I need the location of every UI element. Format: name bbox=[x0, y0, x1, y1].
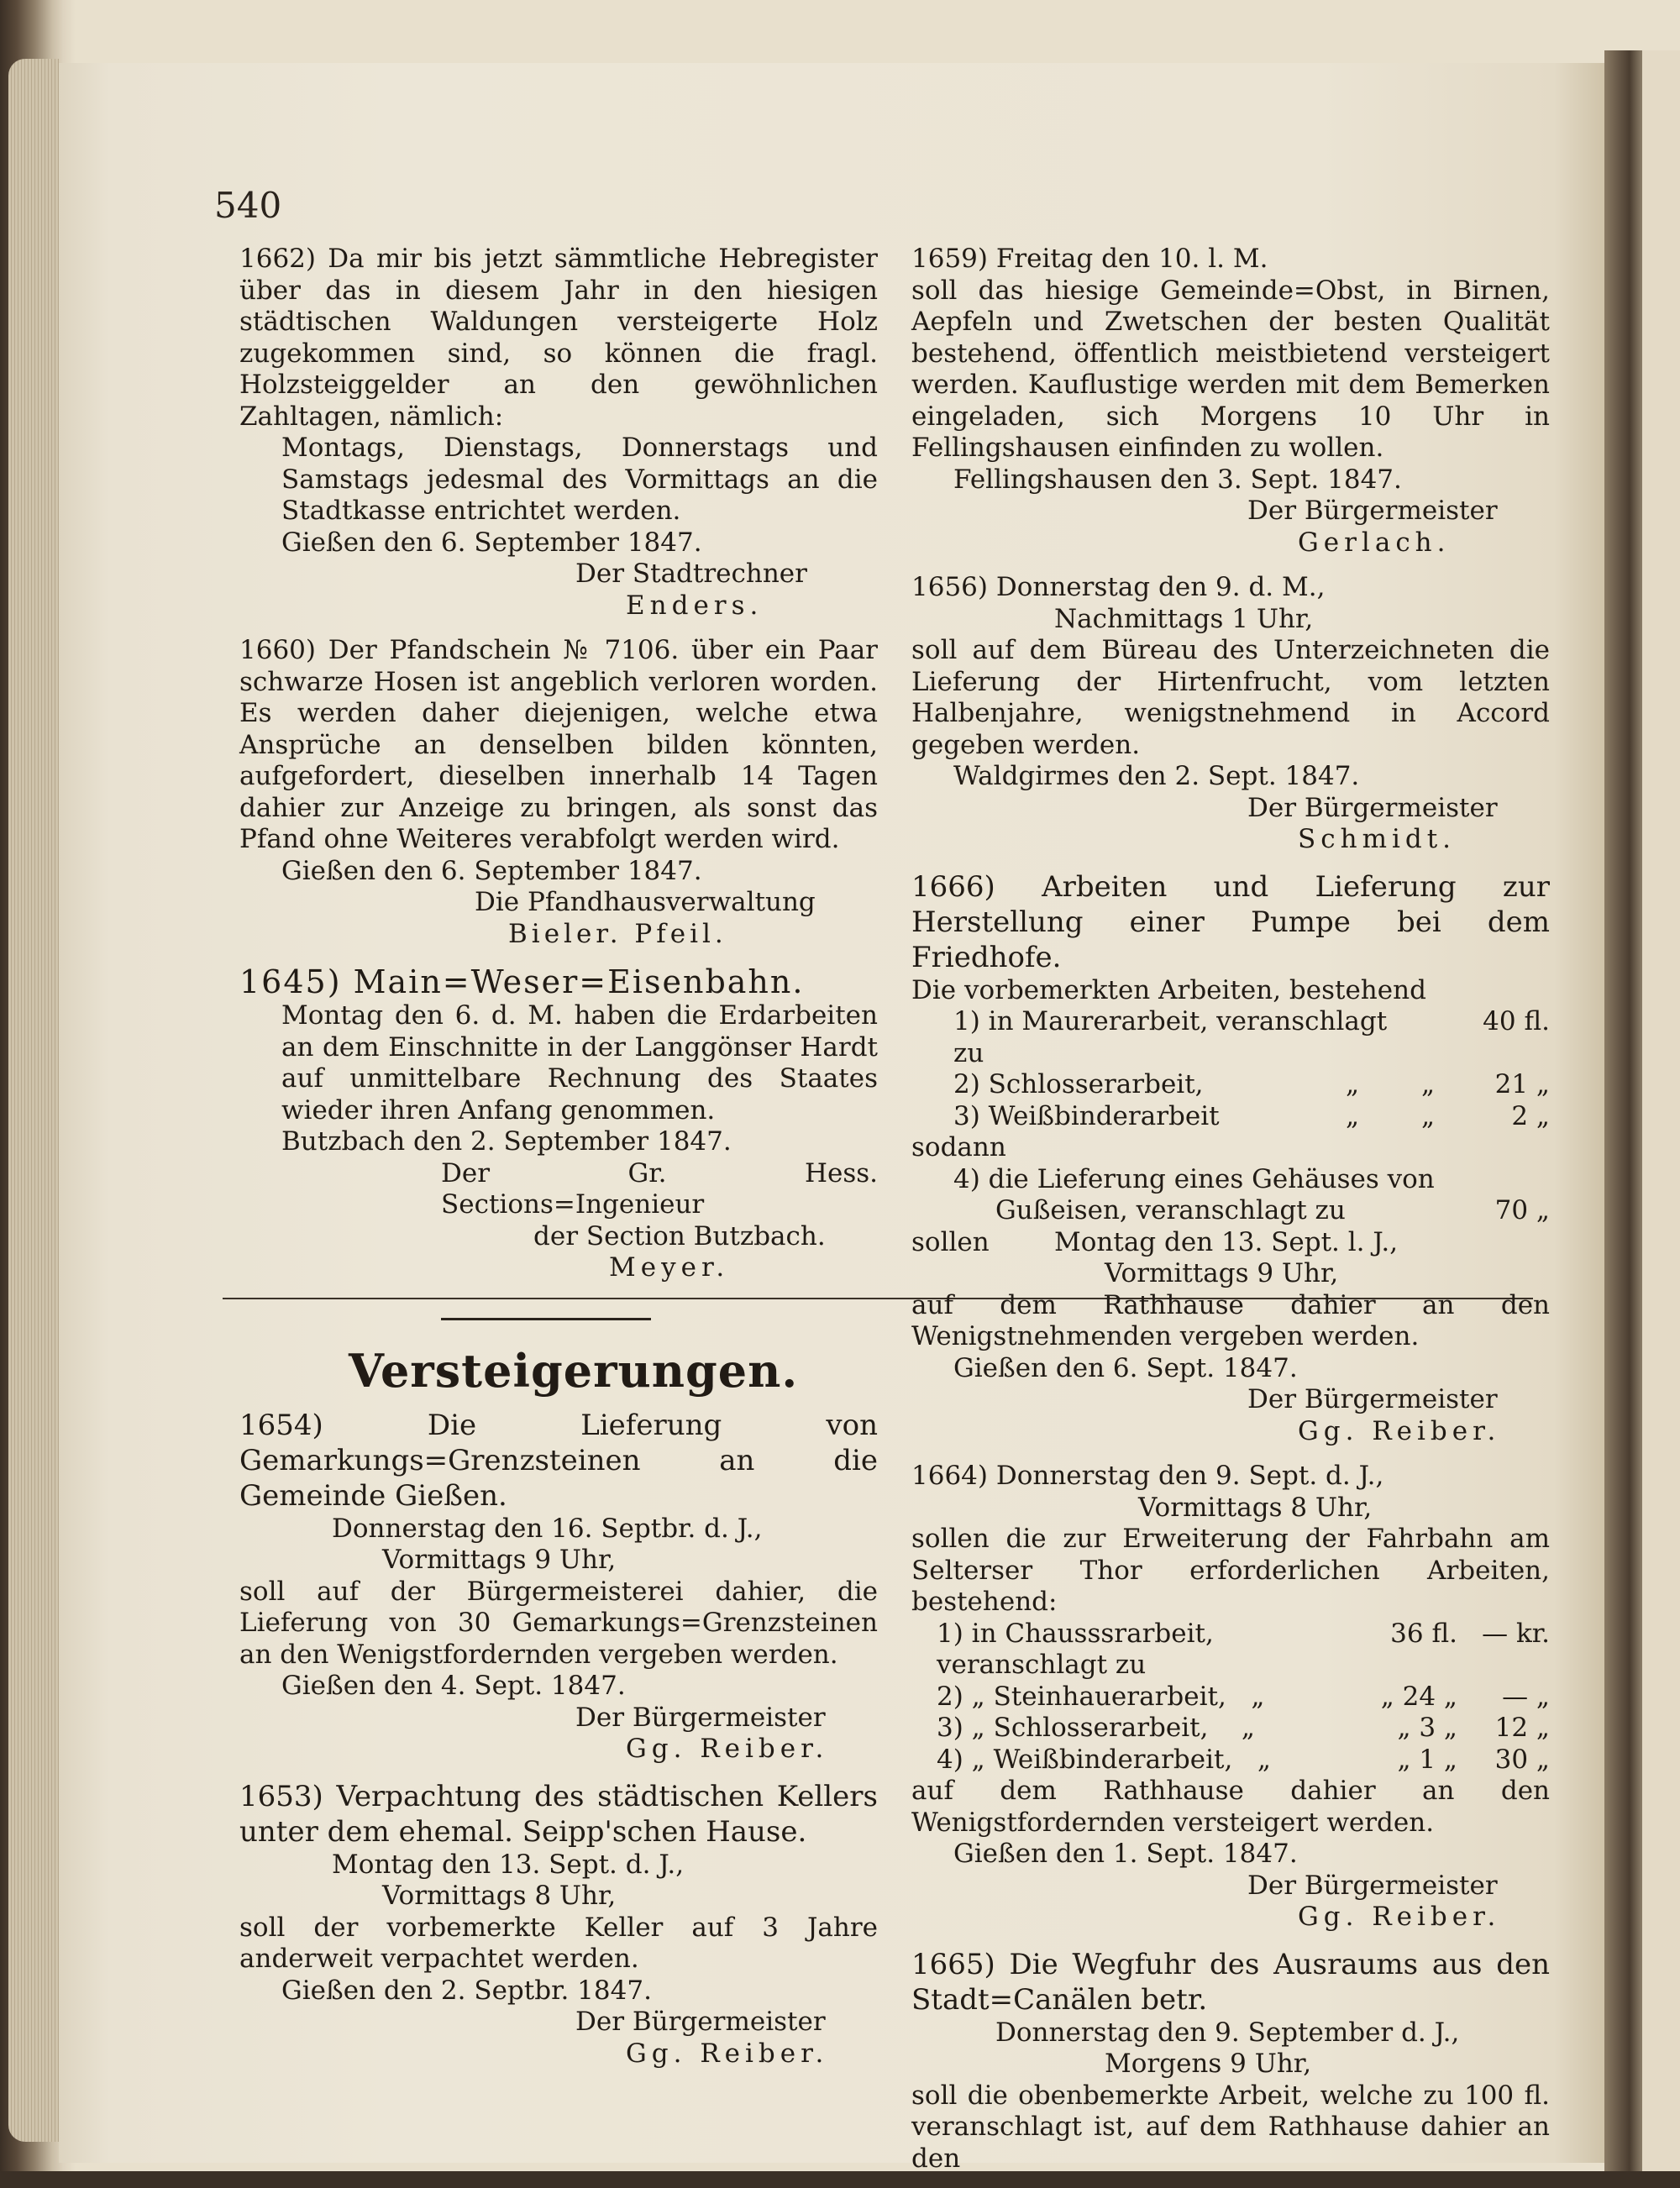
time-line: Vormittags 8 Uhr, bbox=[382, 1881, 617, 1911]
place-date: Gießen den 6. September 1847. bbox=[281, 855, 702, 886]
notice-text: Montag den 6. d. M. haben die Erdarbeiten an dem Einschnitte in der Langgönser Hardt auf unmittelbare Rechnung des Staates wieder ihren Anfang genommen. bbox=[281, 1000, 878, 1125]
signature-role: Der Bürgermeister bbox=[1247, 496, 1498, 526]
notice-1666 bbox=[911, 869, 1550, 1448]
notice-text: sollen die zur Erweiterung der Fahrbahn am Selterser Thor erforderlichen Arbeiten, bestehend: bbox=[911, 1524, 1550, 1617]
notice-1659 bbox=[911, 244, 1550, 559]
signature-role: Der Bürgermeister bbox=[1247, 1870, 1498, 1901]
notice-1665 bbox=[911, 1947, 1550, 2175]
list-item bbox=[953, 1069, 1550, 1101]
place-date: Gießen den 4. Sept. 1847. bbox=[281, 1671, 626, 1701]
notice-text: soll auf der Bürgermeisterei dahier, die Lieferung von 30 Gemarkungs=Grenzsteinen an den Wenigstfordernden vergeben werden. bbox=[239, 1576, 878, 1670]
signature-name: Gg. Reiber. bbox=[1298, 1415, 1501, 1446]
item-amount: 70 „ bbox=[1494, 1195, 1550, 1225]
signature-name: Bieler. Pfeil. bbox=[508, 918, 727, 949]
item-label: 1) in Maurerarbeit, veranschlagt zu bbox=[953, 1006, 1388, 1068]
item-4-line-1: 4) die Lieferung eines Gehäuses von bbox=[953, 1163, 1435, 1194]
signature-role: Der Bürgermeister bbox=[575, 2007, 826, 2037]
signature-name: Gg. Reiber. bbox=[626, 1734, 829, 1764]
list-item bbox=[937, 1619, 1550, 1682]
notice-text: soll das hiesige Gemeinde=Obst, in Birnen, Aepfeln und Zwetschen der besten Qualität bestehend, öffentlich meistbietend versteigert werden. Kauflustige werden mit dem Bemerken eingeladen, sich Morgens 10 Uhr in Fellingshausen einfinden zu wollen. bbox=[911, 275, 1550, 463]
page-number: 540 bbox=[214, 185, 282, 226]
item-label: 2) Schlosserarbeit, bbox=[953, 1069, 1204, 1099]
list-item bbox=[937, 1682, 1550, 1713]
item-kr: — kr. bbox=[1482, 1618, 1550, 1649]
list-item bbox=[911, 1227, 1550, 1259]
item-label: 2) „ Steinhauerarbeit, „ bbox=[937, 1681, 1265, 1712]
notice-text-2: Montags, Dienstags, Donnerstags und Samstags jedesmal des Vormittags an die Stadtkasse entrichtet werden. bbox=[281, 433, 878, 526]
item-amount: 2 „ bbox=[1511, 1100, 1550, 1131]
item-ditto: „ bbox=[1345, 1069, 1360, 1099]
notice-text-2: auf dem Rathhause dahier an den Wenigstfordernden versteigert werden. bbox=[911, 1776, 1550, 1838]
item-4-row bbox=[911, 1195, 1550, 1227]
item-label: Gußeisen, veranschlagt zu bbox=[995, 1195, 1346, 1225]
date-line: 1664) Donnerstag den 9. Sept. d. J., bbox=[911, 1461, 1384, 1491]
item-amount: 21 „ bbox=[1494, 1069, 1550, 1099]
signature-role: Der Stadtrechner bbox=[575, 559, 807, 589]
notice-1654 bbox=[239, 1408, 878, 1766]
signature-name: Gg. Reiber. bbox=[1298, 1902, 1501, 1932]
item-fl: „ 3 „ bbox=[1397, 1713, 1457, 1743]
signature-role: Der Gr. Hess. Sections=Ingenieur bbox=[441, 1157, 878, 1220]
time-line: Vormittags 9 Uhr, bbox=[1105, 1258, 1339, 1288]
then-line: sodann bbox=[911, 1132, 1006, 1162]
item-label: 4) „ Weißbinderarbeit, „ bbox=[937, 1744, 1271, 1775]
item-ditto: „ bbox=[1420, 1069, 1436, 1099]
items-list bbox=[911, 1006, 1550, 1132]
place-date: Gießen den 2. Septbr. 1847. bbox=[281, 1975, 652, 2006]
signature-name: Schmidt. bbox=[1298, 824, 1457, 854]
when-prefix: sollen bbox=[911, 1226, 990, 1257]
item-fl: 36 fl. bbox=[1390, 1618, 1457, 1649]
signature-name: Gg. Reiber. bbox=[626, 2038, 829, 2069]
signature-name: Gerlach. bbox=[1298, 527, 1451, 558]
left-column bbox=[239, 244, 878, 2083]
notice-1660 bbox=[239, 635, 878, 950]
place-date: Butzbach den 2. September 1847. bbox=[281, 1126, 732, 1157]
notice-heading: 1654) Die Lieferung von Gemarkungs=Grenzsteinen an die Gemeinde Gießen. bbox=[239, 1408, 878, 1513]
notice-text: soll auf dem Büreau des Unterzeichneten die Lieferung der Hirtenfrucht, vom letzten Halbenjahre, wenigstnehmend in Accord gegeben werden. bbox=[911, 635, 1550, 760]
notice-1662 bbox=[239, 244, 878, 622]
notice-intro: Die vorbemerkten Arbeiten, bestehend bbox=[911, 974, 1426, 1005]
place-date: Gießen den 1. Sept. 1847. bbox=[953, 1839, 1298, 1869]
notice-1656 bbox=[911, 572, 1550, 856]
signature-role-2: der Section Butzbach. bbox=[533, 1220, 826, 1251]
item-label: 1) in Chausssrarbeit, veranschlagt zu bbox=[937, 1618, 1214, 1680]
items-list bbox=[911, 1619, 1550, 1776]
notice-text: auf dem Rathhause dahier an den Wenigstnehmenden vergeben werden. bbox=[911, 1289, 1550, 1351]
notice-heading: 1666) Arbeiten und Lieferung zur Herstellung einer Pumpe bei dem Friedhofe. bbox=[911, 869, 1550, 974]
date-line: Donnerstag den 9. September d. J., bbox=[995, 2017, 1460, 2048]
signature-role: Der Bürgermeister bbox=[1247, 1384, 1498, 1414]
list-item bbox=[937, 1713, 1550, 1745]
notice-text: soll der vorbemerkte Keller auf 3 Jahre anderweit verpachtet werden. bbox=[239, 1912, 878, 1974]
signature-name: Enders. bbox=[626, 590, 764, 621]
notice-heading: 1645) Main=Weser=Eisenbahn. bbox=[239, 963, 805, 1000]
notice-heading: 1665) Die Wegfuhr des Ausraums aus den Stadt=Canälen betr. bbox=[911, 1947, 1550, 2017]
signature-role: Der Bürgermeister bbox=[575, 1702, 826, 1733]
section-title: Versteigerungen. bbox=[349, 1343, 799, 1398]
notice-1664 bbox=[911, 1461, 1550, 1934]
place-date: Gießen den 6. Sept. 1847. bbox=[953, 1352, 1298, 1383]
signature-name: Meyer. bbox=[609, 1252, 730, 1283]
date-line: Montag den 13. Sept. l. J., bbox=[1054, 1226, 1399, 1257]
time-line: Vormittags 9 Uhr, bbox=[382, 1545, 617, 1575]
notice-text: soll die obenbemerkte Arbeit, welche zu 100 fl. veranschlagt ist, auf dem Rathhause dahier an den bbox=[911, 2080, 1550, 2174]
date-line: Montag den 13. Sept. d. J., bbox=[332, 1849, 685, 1880]
item-ditto: „ bbox=[1420, 1100, 1436, 1131]
place-date: Fellingshausen den 3. Sept. 1847. bbox=[953, 464, 1402, 495]
item-kr: — „ bbox=[1502, 1681, 1550, 1712]
item-fl: „ 24 „ bbox=[1380, 1681, 1457, 1712]
time-line: Vormittags 8 Uhr, bbox=[1138, 1492, 1373, 1523]
signature-role: Der Bürgermeister bbox=[1247, 792, 1498, 823]
item-amount: 40 fl. bbox=[1483, 1006, 1550, 1036]
item-fl: „ 1 „ bbox=[1397, 1744, 1457, 1775]
item-kr: 12 „ bbox=[1494, 1713, 1550, 1743]
list-item bbox=[937, 1745, 1550, 1776]
date-line: 1656) Donnerstag den 9. d. M., bbox=[911, 572, 1326, 602]
list-item bbox=[953, 1101, 1550, 1133]
item-label: 3) „ Schlosserarbeit, „ bbox=[937, 1713, 1255, 1743]
list-item bbox=[953, 1006, 1550, 1069]
list-item bbox=[995, 1195, 1550, 1227]
date-line: 1659) Freitag den 10. l. M. bbox=[911, 244, 1268, 274]
time-line: Morgens 9 Uhr, bbox=[1105, 2049, 1312, 2079]
section-divider bbox=[441, 1318, 651, 1320]
item-ditto: „ bbox=[1345, 1100, 1360, 1131]
next-page-edge bbox=[1642, 50, 1680, 2171]
place-date: Gießen den 6. September 1847. bbox=[281, 527, 702, 558]
right-column bbox=[911, 244, 1550, 2188]
notice-1645 bbox=[239, 963, 878, 1284]
item-kr: 30 „ bbox=[1494, 1744, 1550, 1775]
notice-text: 1662) Da mir bis jetzt sämmtliche Hebregister über das in diesem Jahr in den hiesigen städtischen Waldungen versteigerte Holz zugekommen sind, so können die fragl. Holzsteiggelder an den gewöhnlichen Zahltagen, nämlich: bbox=[239, 244, 878, 432]
notice-1653 bbox=[239, 1779, 878, 2070]
notice-text: 1660) Der Pfandschein № 7106. über ein Paar schwarze Hosen ist angeblich verloren worden. Es werden daher diejenigen, welche etwa Ansprüche an denselben bilden könnten, aufgefordert, dieselben innerhalb 14 Tagen dahier zur Anzeige zu bringen, als sonst das Pfand ohne Weiteres verabfolgt werden wird. bbox=[239, 635, 878, 854]
notice-heading: 1653) Verpachtung des städtischen Kellers unter dem ehemal. Seipp'schen Hause. bbox=[239, 1779, 878, 1849]
time-line: Nachmittags 1 Uhr, bbox=[1054, 603, 1314, 634]
date-line: Donnerstag den 16. Septbr. d. J., bbox=[332, 1513, 763, 1544]
item-label: 3) Weißbinderarbeit bbox=[953, 1100, 1220, 1131]
page-edges bbox=[8, 59, 59, 2142]
place-date: Waldgirmes den 2. Sept. 1847. bbox=[953, 761, 1360, 791]
when-row bbox=[911, 1227, 1550, 1259]
signature-role: Die Pfandhausverwaltung bbox=[475, 887, 816, 917]
